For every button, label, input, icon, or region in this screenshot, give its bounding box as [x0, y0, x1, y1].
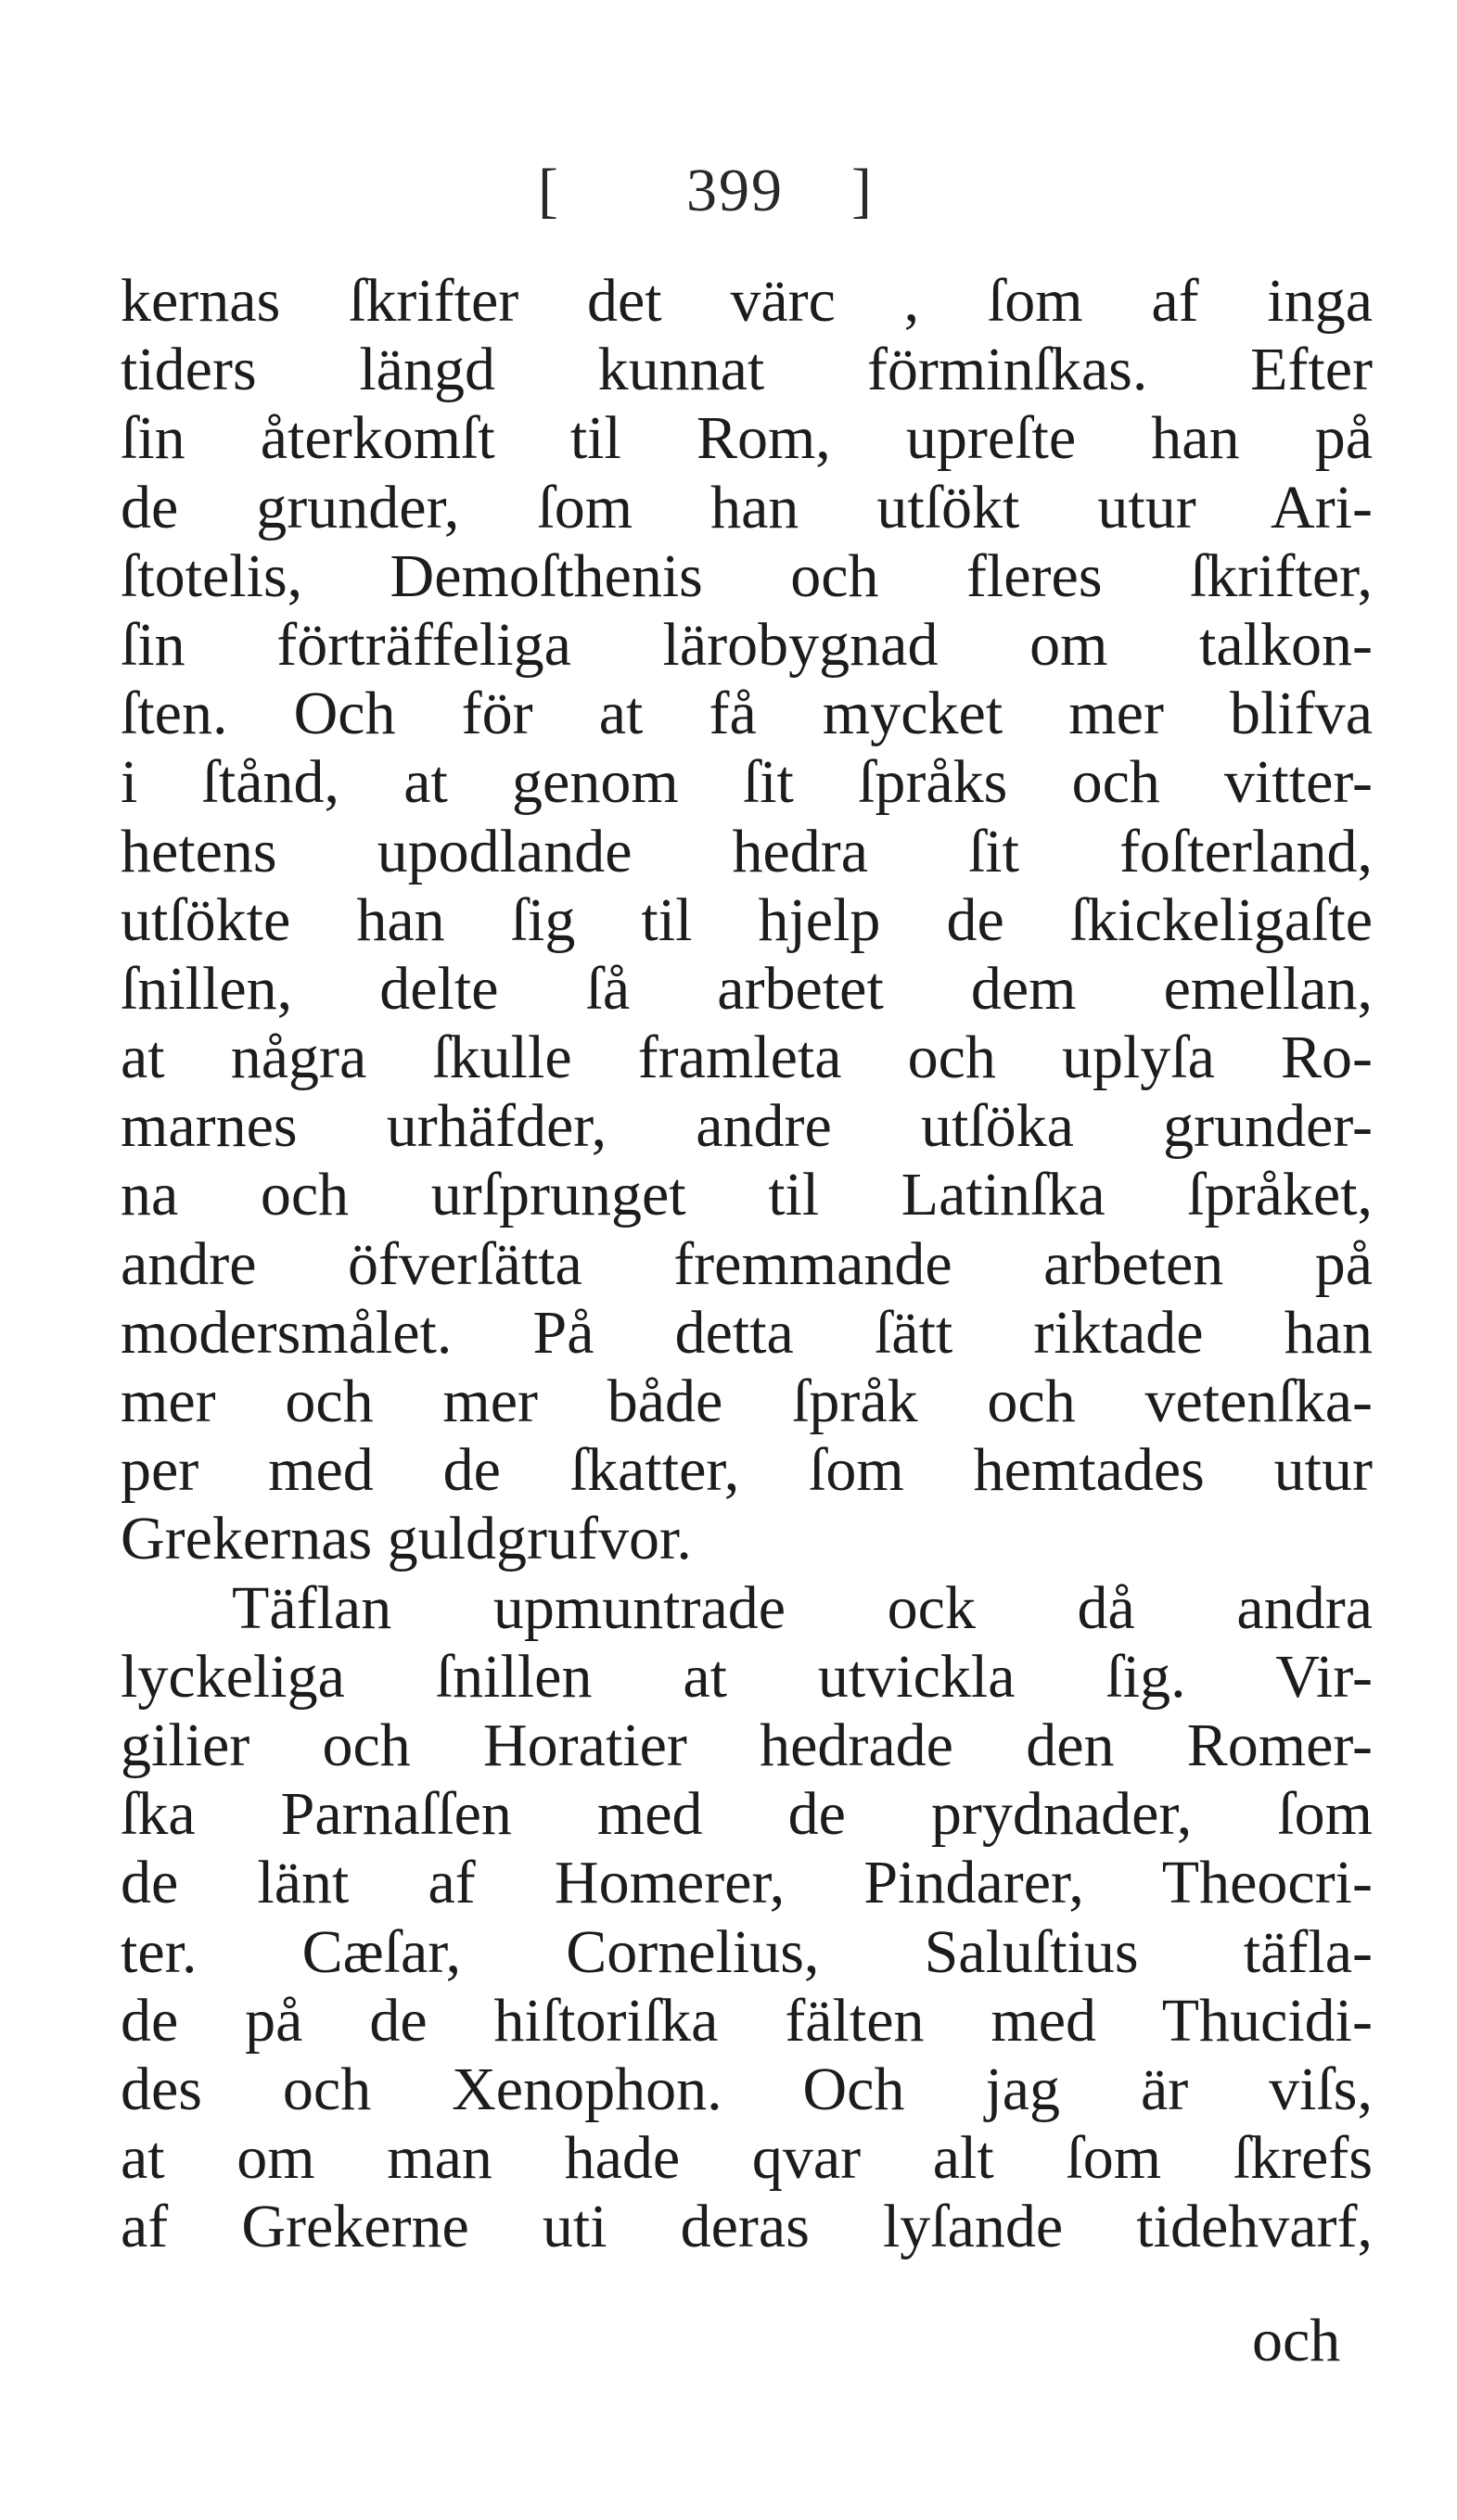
header-right-bracket: ] [851, 157, 874, 224]
page-number: 399 [686, 157, 784, 224]
text-line: at några ſkulle framleta och uplyſa Ro- [121, 1024, 1373, 1092]
text-line-paragraph-start: Täflan upmuntrade ock då andra [232, 1573, 1373, 1642]
text-line: de grunder, ſom han utſökt utur Ari- [121, 473, 1373, 541]
text-line: per med de ſkatter, ſom hemtades utur [121, 1436, 1373, 1505]
body-text [121, 267, 1373, 2261]
text-line: kernas ſkrifter det värc , ſom af inga [121, 267, 1373, 335]
text-line: de på de hiſtoriſka fälten med Thucidi- [121, 1986, 1373, 2055]
text-line: na och urſprunget til Latinſka ſpråket, [121, 1161, 1373, 1229]
text-line: lyckeliga ſnillen at utvickla ſig. Vir- [121, 1642, 1373, 1711]
text-line: utſökte han ſig til hjelp de ſkickeligaſte [121, 885, 1373, 954]
text-line: tiders längd kunnat förminſkas. Efter [121, 336, 1373, 404]
text-line: ſin förträffeliga lärobygnad om talkon- [121, 610, 1373, 679]
text-line: marnes urhäfder, andre utſöka grunder- [121, 1092, 1373, 1161]
text-line: de länt af Homerer, Pindarer, Theocri- [121, 1849, 1373, 1917]
text-line: des och Xenophon. Och jag är viſs, [121, 2055, 1373, 2123]
catchword: och [1252, 2307, 1341, 2374]
text-line: i ſtånd, at genom ſit ſpråks och vitter- [121, 748, 1373, 817]
text-line: ſin återkomſt til Rom, upreſte han på [121, 404, 1373, 473]
text-line: ſnillen, delte ſå arbetet dem emellan, [121, 954, 1373, 1023]
text-line: af Grekerne uti deras lyſande tidehvarf, [121, 2193, 1373, 2261]
header-left-bracket: [ [538, 157, 560, 224]
text-line: ſtotelis, Demoſthenis och fleres ſkrifter, [121, 541, 1373, 610]
text-line: gilier och Horatier hedrade den Romer- [121, 1711, 1373, 1779]
text-line-paragraph-end: Grekernas guldgrufvor. [121, 1505, 692, 1573]
text-line: mer och mer både ſpråk och vetenſka- [121, 1368, 1373, 1435]
text-line: ſka Parnaſſen med de prydnader, ſom [121, 1780, 1373, 1849]
text-line: at om man hade qvar alt ſom ſkrefs [121, 2124, 1373, 2193]
text-line: andre öfverſätta fremmande arbeten på [121, 1229, 1373, 1298]
text-line: ſten. Och för at få mycket mer blifva [121, 680, 1373, 748]
text-line: ter. Cæſar, Cornelius, Saluſtius täfla- [121, 1917, 1373, 1986]
page-header [538, 156, 927, 230]
text-line: modersmålet. På detta ſätt riktade han [121, 1298, 1373, 1367]
text-line: hetens upodlande hedra ſit foſterland, [121, 817, 1373, 885]
